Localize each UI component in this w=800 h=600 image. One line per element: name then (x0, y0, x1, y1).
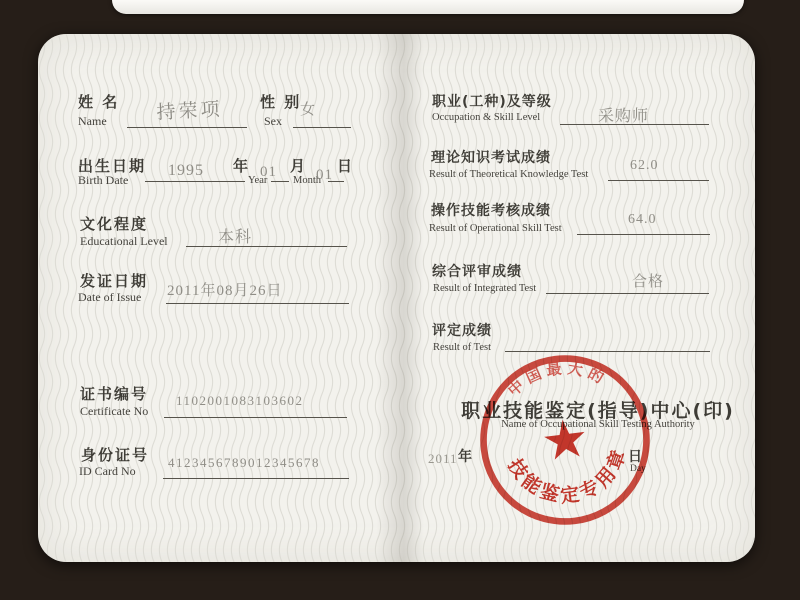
year-label-en: Year (248, 175, 268, 186)
occupation-underline (560, 124, 709, 125)
sex-label-zh: 性 别 (260, 93, 302, 111)
year-label-zh: 年 (233, 157, 251, 175)
operation-result-value: 64.0 (628, 212, 657, 227)
stamp-date-day-label-en: Day (630, 464, 646, 474)
issue-date-label-en: Date of Issue (78, 290, 142, 304)
issue-date-label-zh: 发证日期 (80, 272, 149, 290)
final-result-label-zh: 评定成绩 (432, 323, 492, 339)
integrated-result-label-zh: 综合评审成绩 (432, 264, 522, 280)
birth-year-underline (145, 181, 245, 182)
name-label-zh: 姓 名 (78, 93, 120, 111)
authority-label-zh: 职业技能鉴定(指导)中心(印) (461, 400, 735, 422)
birth-month-underline (271, 181, 289, 182)
stamp-date-day-label: 日 (628, 449, 644, 465)
stamp-bottom-arc-text: 技能鉴定专用章 (503, 444, 632, 508)
name-label-en: Name (78, 114, 107, 128)
certificate-no-underline (164, 417, 347, 418)
month-label-zh: 月 (290, 157, 308, 175)
name-underline (127, 127, 247, 128)
education-underline (186, 246, 347, 247)
sex-underline (293, 127, 351, 128)
id-card-no-label-zh: 身份证号 (81, 446, 150, 464)
id-card-no-label-en: ID Card No (79, 464, 136, 478)
integrated-result-underline (546, 293, 709, 294)
certificate-spread (38, 34, 755, 562)
stamp-top-arc-text: 中国最大的 (504, 359, 611, 400)
issue-date-underline (166, 303, 349, 304)
issue-date-value: 2011年08月26日 (167, 283, 283, 299)
birth-date-label-zh: 出生日期 (78, 157, 147, 175)
svg-text:中国最大的 (502, 354, 613, 401)
birth-year-value: 1995 (168, 162, 204, 179)
stamp-date-year-label: 年 (458, 449, 474, 465)
stamp-date-year-value: 2011 (428, 451, 458, 466)
sex-value: 女 (300, 102, 317, 118)
birth-day-value: 01 (316, 167, 333, 183)
authority-label-en: Name of Occupational Skill Testing Authority (501, 419, 695, 430)
sex-label-en: Sex (264, 114, 282, 128)
day-label-zh: 日 (337, 157, 355, 175)
theory-result-underline (608, 180, 709, 181)
star-icon: ★ (537, 406, 593, 474)
certificate-no-label-zh: 证书编号 (80, 385, 149, 403)
id-card-no-value: 4123456789012345678 (168, 455, 320, 470)
operation-result-underline (577, 234, 710, 235)
occupation-value: 采购师 (598, 108, 650, 125)
previous-page-edge (112, 0, 744, 14)
birth-month-value: 01 (260, 164, 277, 180)
theory-result-value: 62.0 (630, 158, 659, 173)
theory-result-label-en: Result of Theoretical Knowledge Test (429, 169, 589, 180)
occupation-label-en: Occupation & Skill Level (432, 112, 541, 123)
official-stamp (465, 340, 666, 541)
id-card-no-underline (163, 478, 349, 479)
birth-date-label-en: Birth Date (78, 173, 129, 187)
occupation-label-zh: 职业(工种)及等级 (432, 94, 552, 110)
education-value: 本科 (218, 229, 253, 246)
certificate-no-value: 1102001083103602 (176, 393, 304, 408)
center-fold (376, 34, 424, 562)
operation-result-label-zh: 操作技能考核成绩 (431, 203, 551, 219)
name-value: 持荣项 (156, 99, 224, 124)
month-label-en: Month (293, 175, 322, 186)
final-result-label-en: Result of Test (433, 342, 491, 353)
integrated-result-value: 合格 (632, 274, 665, 290)
stamp-graphic (465, 340, 666, 541)
certificate-no-label-en: Certificate No (80, 404, 149, 418)
education-label-en: Educational Level (80, 234, 168, 248)
education-label-zh: 文化程度 (80, 215, 149, 233)
theory-result-label-zh: 理论知识考试成绩 (431, 150, 551, 166)
operation-result-label-en: Result of Operational Skill Test (429, 223, 562, 234)
integrated-result-label-en: Result of Integrated Test (433, 283, 537, 294)
